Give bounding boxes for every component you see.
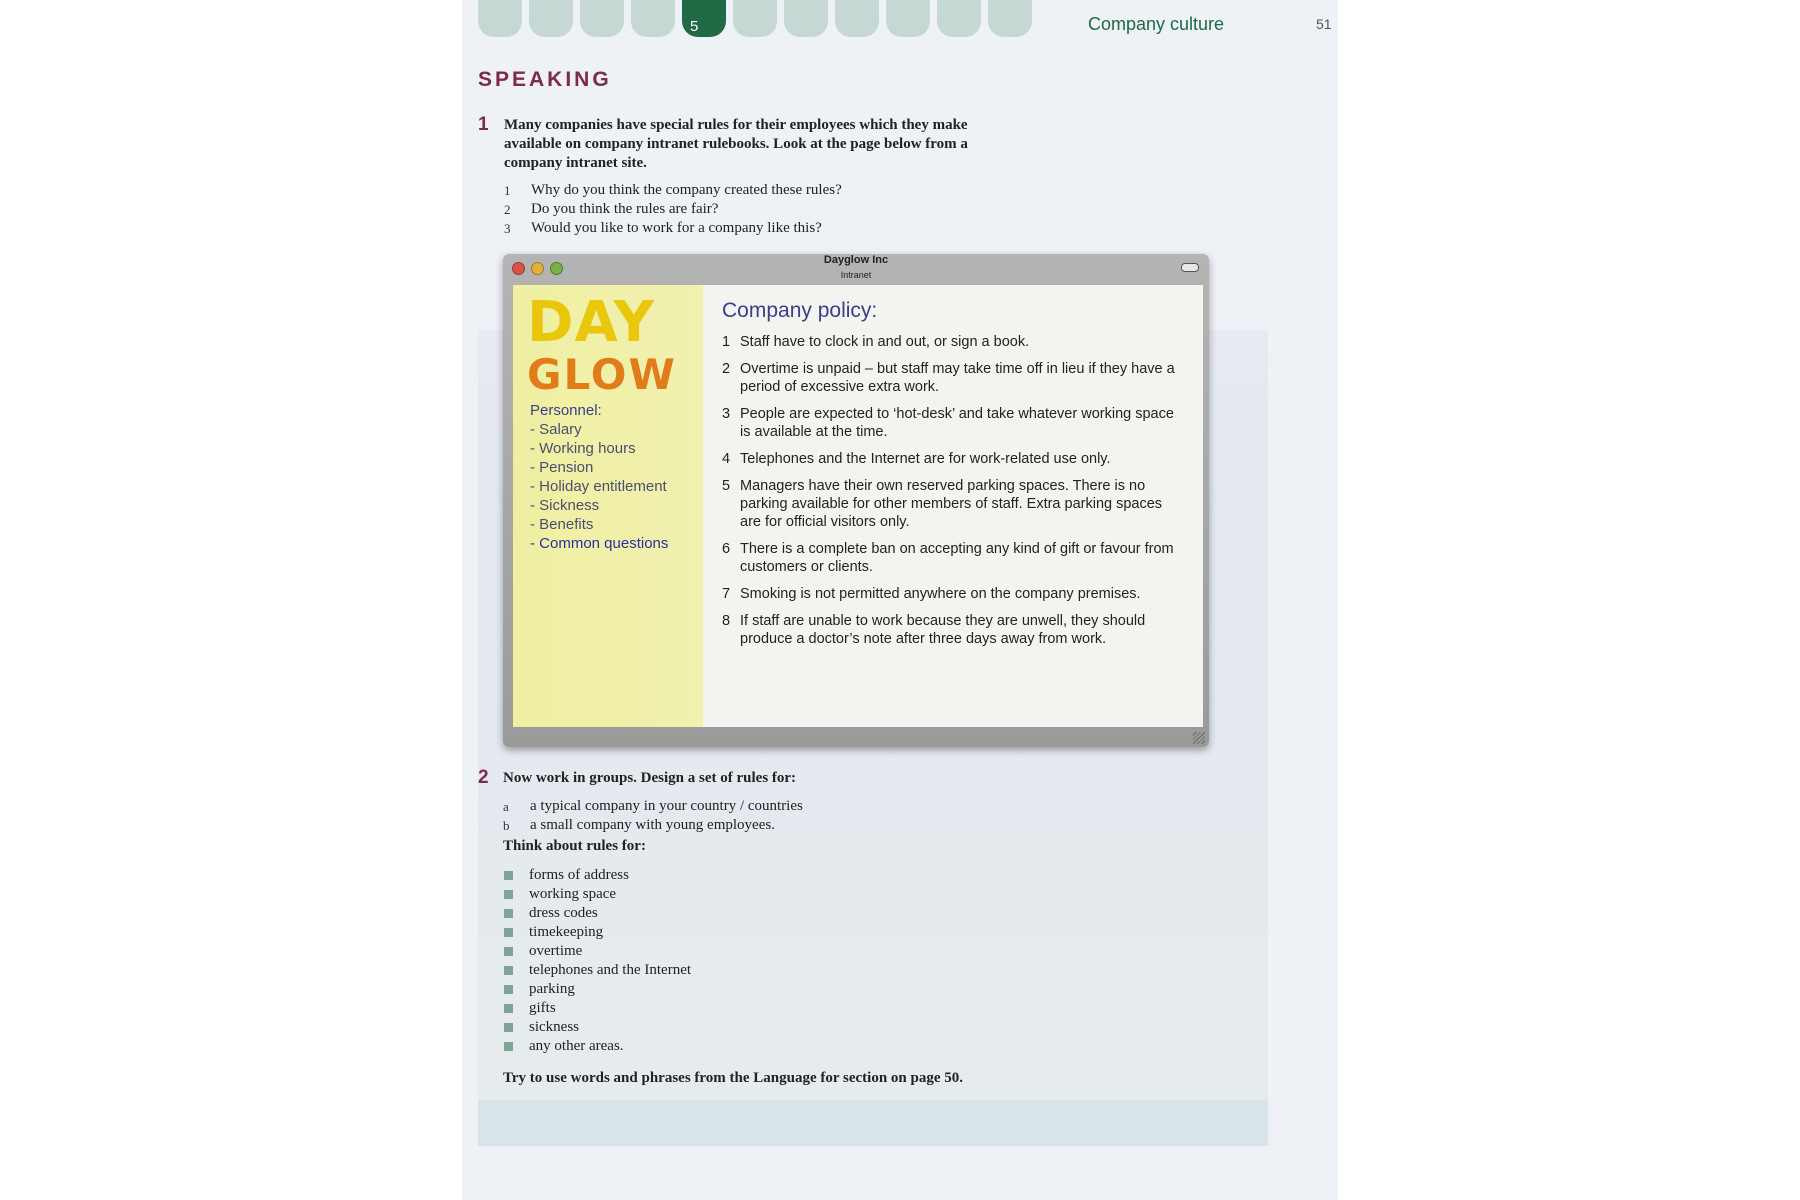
question-2-text: Now work in groups. Design a set of rules for: [503, 770, 797, 786]
policy-number: 4 [722, 451, 731, 467]
window-titlebar[interactable] [503, 254, 1209, 284]
list-item-number: 3 [504, 221, 511, 236]
resize-grip-icon[interactable] [1193, 732, 1205, 744]
policy-text: There is a complete ban on accepting any kind of gift or favour from customers or clients. [740, 541, 1174, 575]
policy-number: 8 [722, 613, 731, 629]
policy-number: 1 [722, 334, 731, 350]
policy-text: Telephones and the Internet are for work-related use only. [740, 451, 1111, 467]
policy-text: Smoking is not permitted anywhere on the company premises. [740, 586, 1141, 602]
policy-item [722, 477, 1182, 531]
list-item-text: Do you think the rules are fair? [531, 201, 719, 217]
list-item-text: timekeeping [529, 924, 604, 940]
list-item-text: Why do you think the company created these rules? [531, 182, 842, 198]
toolbar-toggle-button[interactable] [1181, 263, 1199, 272]
policy-number: 2 [722, 361, 731, 377]
dayglow-logo-glow: GLOW [527, 350, 677, 399]
list-item [504, 999, 691, 1018]
unit-tab [835, 0, 879, 37]
square-bullet-icon [504, 909, 513, 918]
nav-item-holiday-entitlement[interactable]: - Holiday entitlement [530, 478, 667, 495]
list-item-number: 1 [504, 183, 511, 198]
square-bullet-icon [504, 1023, 513, 1032]
list-item-text: Would you like to work for a company like this? [531, 220, 822, 236]
list-item-text: gifts [529, 1000, 556, 1016]
square-bullet-icon [504, 947, 513, 956]
list-item [504, 200, 842, 219]
question-1-list [504, 181, 842, 238]
window-content [513, 285, 1203, 727]
unit-tab [937, 0, 981, 37]
background-footer-band [478, 1100, 1268, 1146]
nav-item-pension[interactable]: - Pension [530, 459, 594, 476]
intranet-window [503, 254, 1209, 747]
question-1-text: Many companies have special rules for their employees which they make available on company intranet rulebooks. Look at the page below from a company intranet site. [504, 117, 968, 171]
square-bullet-icon [504, 966, 513, 975]
personnel-heading: Personnel: [530, 402, 602, 419]
policy-list [722, 333, 1182, 657]
list-item-text: telephones and the Internet [529, 962, 692, 978]
list-item [504, 961, 691, 980]
question-1-number: 1 [478, 114, 489, 135]
policy-text: Staff have to clock in and out, or sign a book. [740, 334, 1030, 350]
list-item-text: forms of address [529, 867, 629, 883]
policy-title: Company policy: [722, 299, 878, 322]
list-item-text: parking [529, 981, 575, 997]
policy-number: 6 [722, 541, 731, 557]
list-item [504, 904, 691, 923]
square-bullet-icon [504, 1004, 513, 1013]
list-item-letter: a [503, 799, 509, 814]
list-item-text: overtime [529, 943, 583, 959]
list-item-text: a typical company in your country / countries [530, 798, 803, 814]
list-item [504, 181, 842, 200]
list-item [504, 1018, 691, 1037]
policy-number: 7 [722, 586, 731, 602]
unit-tab-active [682, 0, 726, 37]
list-item [504, 866, 691, 885]
question-2-list [503, 797, 803, 835]
policy-item [722, 612, 1182, 648]
unit-tab [631, 0, 675, 37]
unit-tab [988, 0, 1032, 37]
policy-text: Managers have their own reserved parking spaces. There is no parking available for other members of staff. Extra parking spaces are for official visitors only. [740, 478, 1163, 530]
list-item-text: dress codes [529, 905, 598, 921]
unit-tab [784, 0, 828, 37]
think-about-label: Think about rules for: [503, 838, 646, 854]
unit-tab [886, 0, 930, 37]
policy-item [722, 450, 1182, 468]
list-item [504, 923, 691, 942]
list-item [504, 219, 842, 238]
nav-item-working-hours[interactable]: - Working hours [530, 440, 636, 457]
list-item [503, 797, 803, 816]
square-bullet-icon [504, 928, 513, 937]
nav-item-benefits[interactable]: - Benefits [530, 516, 594, 533]
window-title: Dayglow Inc [823, 254, 889, 266]
list-item-text: any other areas. [529, 1038, 624, 1054]
policy-text: Overtime is unpaid – but staff may take time off in lieu if they have a period of excessive extra work. [740, 361, 1175, 395]
square-bullet-icon [504, 890, 513, 899]
square-bullet-icon [504, 1042, 513, 1051]
window-subtitle: Intranet [840, 270, 872, 280]
nav-item-salary[interactable]: - Salary [530, 421, 582, 438]
unit-tab [580, 0, 624, 37]
unit-number: 5 [690, 18, 699, 35]
unit-tab [478, 0, 522, 37]
list-item [504, 942, 691, 961]
policy-item [722, 405, 1182, 441]
list-item-text: a small company with young employees. [530, 817, 775, 833]
list-item [504, 885, 691, 904]
page-number: 51 [1316, 16, 1332, 32]
rules-topic-list [504, 866, 691, 1056]
list-item [504, 980, 691, 999]
policy-text: If staff are unable to work because they are unwell, they should produce a doctor’s note after three days away from work. [740, 613, 1146, 647]
policy-number: 3 [722, 406, 731, 422]
policy-item [722, 540, 1182, 576]
section-heading: SPEAKING [478, 68, 612, 91]
nav-item-common-questions[interactable]: - Common questions [530, 535, 669, 552]
policy-item [722, 585, 1182, 603]
policy-item [722, 333, 1182, 351]
policy-item [722, 360, 1182, 396]
list-item-letter: b [503, 818, 510, 833]
footer-instruction: Try to use words and phrases from the Language for section on page 50. [503, 1070, 964, 1086]
list-item-text: sickness [529, 1019, 579, 1035]
square-bullet-icon [504, 871, 513, 880]
list-item-text: working space [529, 886, 617, 902]
list-item [503, 816, 803, 835]
sidebar [513, 285, 703, 727]
personnel-nav [530, 420, 668, 553]
unit-tab [733, 0, 777, 37]
nav-item-sickness[interactable]: - Sickness [530, 497, 600, 514]
unit-tab [529, 0, 573, 37]
policy-text: People are expected to ‘hot-desk’ and take whatever working space is available at the time. [740, 406, 1174, 440]
list-item-number: 2 [504, 202, 511, 217]
unit-tabs [478, 0, 1039, 37]
dayglow-logo-day: DAY [527, 290, 656, 355]
square-bullet-icon [504, 985, 513, 994]
question-2-number: 2 [478, 767, 489, 788]
policy-number: 5 [722, 478, 731, 494]
list-item [504, 1037, 691, 1056]
chapter-title: Company culture [1088, 14, 1225, 34]
